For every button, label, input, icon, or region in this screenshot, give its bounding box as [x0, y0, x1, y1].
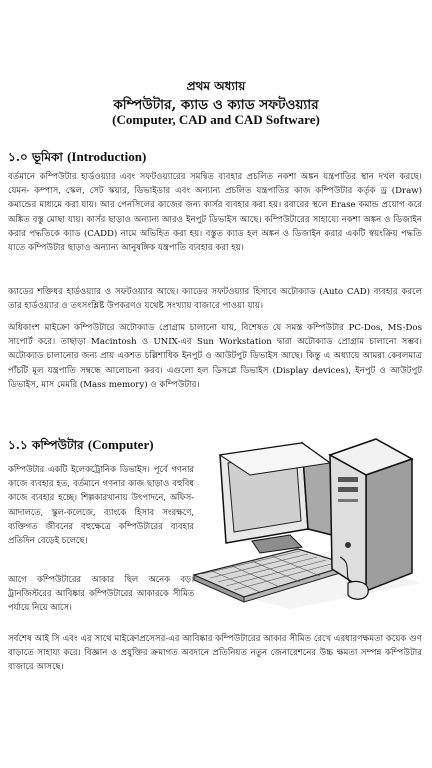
- section-number: ১.০: [8, 150, 28, 164]
- section-title-bangla: ভূমিকা: [31, 150, 63, 164]
- section-title-bangla: কম্পিউটার: [31, 438, 84, 452]
- chapter-title-english: (Computer, CAD and CAD Software): [112, 112, 320, 127]
- section-title-english: (Introduction): [67, 149, 147, 164]
- computer-paragraph-3: সর্বশেষ আই সি এবং এর সাথে মাইক্রোপ্রসেসর-এর আবিষ্কার কম্পিউটারের আকার সীমিত রেখে এরধারণক্ষমতা কয়েক গুণ বাড়াতে সাহায্য করে। বিজ্ঞান ও প্রযুক্তির ক্রমাগত অবদানে প্রতিনিয়ত নতুন জেনারেশনের উচ্চ ক্ষমতা সম্পন্ন কম্পিউটার বাজারে আসছে।: [8, 634, 422, 673]
- computer-paragraph-2: আগে কম্পিউটারের আকার ছিল অনেক বড়। ট্রানজিস্টরের আবিষ্কার কম্পিউটারের আকারকে সীমিত পর্যায়ে নিয়ে আসে।: [8, 574, 194, 613]
- chapter-label: প্রথম অধ্যায়: [186, 79, 246, 93]
- computer-illustration: [180, 433, 424, 613]
- section-heading-computer: [8, 437, 154, 457]
- computer-paragraph-1: কম্পিউটার একটি ইলেকট্রোনিক ডিভাইস। পূর্বে গণনার কাজে ব্যবহার হত, বর্তমানে গণনার কাজ ছাড়াও বহুবিধ কাজে ব্যবহার হচ্ছে। শিল্পকারখানায় উৎপাদনে, অফিস-আদালতে, স্কুল-কলেজে, ব্যাংকে হিসাব সংরক্ষণে, ব্যক্তিগত জীবনের বহুক্ষেত্রে কম্পিউটারের ব্যবহার প্রতিদিন বেড়েই চলেছে।: [8, 464, 194, 546]
- intro-paragraph-1: বর্তমানে কম্পিউটার হার্ডওয়্যার এবং সফটওয়্যারের সমন্বিত ব্যবহার প্রচলিত নকশা অঙ্কন যন্ত্রপাতির স্থান দখল করছে। যেমন- কম্পাস, স্কেল, সেট স্কয়ার, ডিভাইডার এবং অন্যান্য প্রচলিত যন্ত্রপাতির কাজ কম্পিউটার কর্তৃক ড্র (Draw) কমান্ডের মাধ্যমে করা যায়। আর পেনসিলের কাজের জন্য কার্সর ব্যবহার করা হয়। রবারের স্থলে Erase কমান্ড প্রয়োগ করে অঙ্কিত বস্তু মোছা যায়। কার্সর ছাড়াও অন্যান্য আরও ইনপুট ডিভাইস আছে। কম্পিউটারের সাহায্যে নকশা অঙ্কন ও ডিজাইন করার পদ্ধতিকে ক্যাড (CADD) নামে অভিহিত করা হয়। বস্তুত ক্যাড হল অঙ্কন ও ডিজাইন করার একটি স্বয়ংক্রিয় পদ্ধতি যাতে কম্পিউটার ছাড়াও অন্যান্য আনুষঙ্গিক যন্ত্রপাতি ব্যবহার করা হয়।: [8, 172, 422, 254]
- chapter-title-bangla: কম্পিউটার, ক্যাড ও ক্যাড সফটওয়্যার: [113, 97, 319, 113]
- section-heading-introduction: [8, 149, 146, 169]
- intro-paragraph-3: অধিকাংশ মাইক্রো কম্পিউটারে অটোক্যাড প্রোগ্রাম চালানো যায়, বিশেষত যে সমস্ত কম্পিউটার PC-Dos, MS-Dos সাপোর্ট করে। তাছাড়া Macintosh ও UNIX-এর Sun Workstation দ্বারা অটোক্যাড প্রোগ্রাম চালানো সম্ভব। অটোক্যাড চালানোর জন্য প্রায় একশত চল্লিশাধিক ইনপুট ও আউটপুট ডিভাইস আছে। কিন্তু এ অধ্যায়ে আমরা কেবলমাত্র পাঁচটি মূল যন্ত্রপাতি সম্বন্ধে আলোচনা করব। এগুলো হল ডিসপ্লে ডিভাইস (Display devices), ইনপুট ও আউটপুট ডিভাইস, মাস মেমরি (Mass memory) ও কম্পিউটার।: [8, 323, 422, 390]
- monitor-icon: [220, 443, 332, 553]
- section-title-english: (Computer): [87, 437, 154, 452]
- section-number: ১.১: [8, 438, 28, 452]
- cpu-tower-icon: [330, 439, 412, 591]
- intro-paragraph-2: ক্যাডের শক্তিধর হার্ডওয়্যার ও সফটওয়্যার আছে। ক্যাডের সফটওয়্যার হিসাবে অটোক্যাড (Auto CAD) ব্যবহার করলে তার হার্ডওয়্যার ও তৎসংশ্লিষ্ট উপকরণও যথেষ্ট সংখ্যায় বাজারে পাওয়া যায়।: [8, 287, 422, 312]
